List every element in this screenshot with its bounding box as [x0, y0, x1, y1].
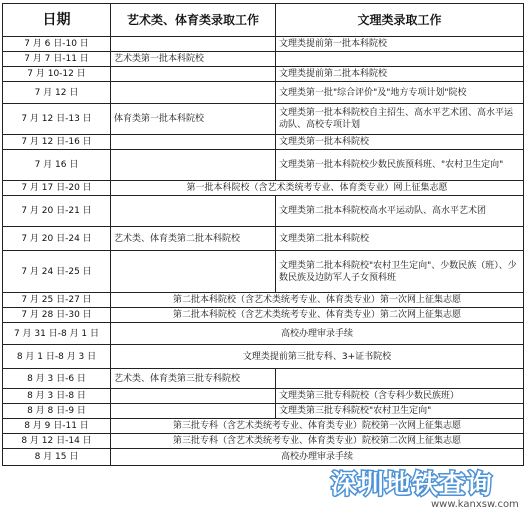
arts-science-cell — [276, 369, 524, 389]
date-cell: 7 月 12 日-13 日 — [3, 104, 111, 135]
art-sports-cell — [111, 135, 276, 150]
arts-science-cell: 文理类第一批本科院校自主招生、高水平艺术团、高水平运动队、高校专项计划 — [276, 104, 524, 135]
table-row — [3, 293, 524, 308]
date-cell: 7 月 28 日-30 日 — [3, 308, 111, 323]
table-row — [3, 196, 524, 227]
date-cell: 7 月 16 日 — [3, 150, 111, 181]
date-cell: 7 月 31 日-8 月 1 日 — [3, 323, 111, 345]
arts-science-cell: 文理类第一批"综合评价"及"地方专项计划"院校 — [276, 82, 524, 104]
date-cell: 7 月 12 日-16 日 — [3, 135, 111, 150]
date-cell: 7 月 12 日 — [3, 82, 111, 104]
art-sports-cell — [111, 196, 276, 227]
table-row — [3, 227, 524, 251]
date-cell: 8 月 12 日-14 日 — [3, 434, 111, 449]
date-cell: 8 月 15 日 — [3, 449, 111, 466]
table-row — [3, 52, 524, 67]
date-cell: 7 月 10-12 日 — [3, 67, 111, 82]
date-cell: 8 月 1 日-8 月 3 日 — [3, 345, 111, 369]
arts-science-cell: 文理类第二批本科院校高水平运动队、高水平艺术团 — [276, 196, 524, 227]
header-date: 日期 — [3, 4, 111, 37]
table-row — [3, 449, 524, 466]
date-cell: 7 月 6 日-10 日 — [3, 37, 111, 52]
date-cell: 8 月 8 日-9 日 — [3, 404, 111, 419]
art-sports-cell: 艺术类、体育类第二批本科院校 — [111, 227, 276, 251]
table-row — [3, 369, 524, 389]
watermark-url: www.kanxsw.com — [431, 499, 519, 510]
arts-science-cell: 文理类提前第二批本科院校 — [276, 67, 524, 82]
art-sports-cell — [111, 82, 276, 104]
table-row — [3, 82, 524, 104]
merged-activity-cell: 第二批本科院校（含艺术类统考专业、体育类专业）第一次网上征集志愿 — [111, 293, 524, 308]
art-sports-cell — [111, 37, 276, 52]
merged-activity-cell: 高校办理审录手续 — [111, 449, 524, 466]
arts-science-cell: 文理类第一批本科院校少数民族预科班、"农村卫生定向" — [276, 150, 524, 181]
arts-science-cell: 文理类第一批本科院校 — [276, 135, 524, 150]
arts-science-cell — [276, 52, 524, 67]
watermark-text: 深圳地铁查询 — [331, 470, 494, 500]
watermark-logo — [327, 465, 523, 511]
merged-activity-cell: 文理类提前第三批专科、3+证书院校 — [111, 345, 524, 369]
date-cell: 7 月 7 日-11 日 — [3, 52, 111, 67]
table-row — [3, 251, 524, 293]
art-sports-cell: 体育类第一批本科院校 — [111, 104, 276, 135]
table-row — [3, 389, 524, 404]
art-sports-cell — [111, 150, 276, 181]
table-row — [3, 419, 524, 434]
header-art-sports: 艺术类、体育类录取工作 — [111, 4, 276, 37]
table-row — [3, 323, 524, 345]
art-sports-cell — [111, 67, 276, 82]
merged-activity-cell: 高校办理审录手续 — [111, 323, 524, 345]
table-row — [3, 135, 524, 150]
art-sports-cell — [111, 404, 276, 419]
date-cell: 7 月 20 日-21 日 — [3, 196, 111, 227]
date-cell: 7 月 25 日-27 日 — [3, 293, 111, 308]
art-sports-cell — [111, 389, 276, 404]
arts-science-cell: 文理类第三批专科院校（含专科少数民族班） — [276, 389, 524, 404]
schedule-table — [2, 3, 524, 466]
date-cell: 8 月 9 日-11 日 — [3, 419, 111, 434]
admission-schedule — [2, 3, 523, 466]
art-sports-cell: 艺术类、体育类第三批专科院校 — [111, 369, 276, 389]
header-arts-science: 文理类录取工作 — [276, 4, 524, 37]
header-row — [3, 4, 524, 37]
table-row — [3, 404, 524, 419]
table-row — [3, 434, 524, 449]
date-cell: 8 月 3 日-6 日 — [3, 369, 111, 389]
table-row — [3, 181, 524, 196]
merged-activity-cell: 第一批本科院校（含艺术类统考专业、体育类专业）网上征集志愿 — [111, 181, 524, 196]
art-sports-cell: 艺术类第一批本科院校 — [111, 52, 276, 67]
table-row — [3, 308, 524, 323]
table-row — [3, 67, 524, 82]
arts-science-cell: 文理类第二批本科院校 — [276, 227, 524, 251]
date-cell: 7 月 24 日-25 日 — [3, 251, 111, 293]
arts-science-cell: 文理类提前第一批本科院校 — [276, 37, 524, 52]
date-cell: 7 月 17 日-20 日 — [3, 181, 111, 196]
table-row — [3, 150, 524, 181]
arts-science-cell: 文理类第二批本科院校"农村卫生定向"、少数民族（班）、少数民族及边防军人子女预科班 — [276, 251, 524, 293]
merged-activity-cell: 第二批本科院校（含艺术类统考专业、体育类专业）第二次网上征集志愿 — [111, 308, 524, 323]
date-cell: 8 月 3 日-8 日 — [3, 389, 111, 404]
date-cell: 7 月 20 日-24 日 — [3, 227, 111, 251]
table-row — [3, 345, 524, 369]
table-row — [3, 37, 524, 52]
merged-activity-cell: 第三批专科（含艺术类统考专业、体育类专业）院校第一次网上征集志愿 — [111, 419, 524, 434]
arts-science-cell: 文理类第三批专科院校"农村卫生定向" — [276, 404, 524, 419]
art-sports-cell — [111, 251, 276, 293]
table-row — [3, 104, 524, 135]
merged-activity-cell: 第三批专科（含艺术类统考专业、体育类专业）院校第二次网上征集志愿 — [111, 434, 524, 449]
